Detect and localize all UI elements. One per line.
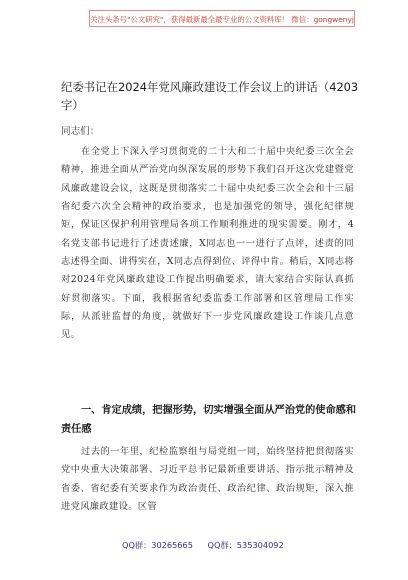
footer-contact [122,540,296,551]
section-heading-1: 一、肯定成绩，把握形势，切实增强全面从严治党的使命感和责任感 [61,405,357,435]
footer-qq-group-2: QQ群：535304092 [207,540,284,550]
body-paragraph-1: 在全党上下深入学习贯彻党的二十大和二十届中央纪委三次全会精神，推进全面从严治党向纵深发展的形势下我们召开这次党建暨党风廉政建设会议，这既是贯彻落实二十届中央纪委三次全会和十三届省纪委六次全会精神的政治要求，也是加强党的领导，强化纪律规矩，保证区保护利用管理局各项工作顺利推进的现实需要。刚才，4名党支部书记进行了述责述廉，X同志也一一进行了点评，述责的同志述得全面、讲得实在，X同志点得到位、评得中肯。稍后，X同志将对2024年党风廉政建设工作提出明确要求，请大家结合实际认真抓好贯彻落实。下面，我根据省纪委监委工作部署和区管理局工作实际，从派驻监督的角度，就做好下一步党风廉政建设工作谈几点意见。 [61,146,354,341]
footer-qq-group-1: QQ群：30265665 [122,540,193,550]
salutation: 同志们： [61,126,100,137]
promo-banner: 关注头条号"公文研究"，获得最新最全最专业的公文资料库！ 微信：gongwenyj [89,10,355,27]
document-title: 纪委书记在2024年党风廉政建设工作会议上的讲话（4203字） [61,80,359,112]
body-paragraph-2: 过去的一年里，纪检监察组与局党组一同，始终坚持把贯彻落实党中央重大决策部署、习近平总书记最新重要讲话、指示批示精神及省委、省纪委有关要求作为政治责任、政治纪律、政治规矩，深入推进党风廉政建设。区管 [61,446,354,513]
